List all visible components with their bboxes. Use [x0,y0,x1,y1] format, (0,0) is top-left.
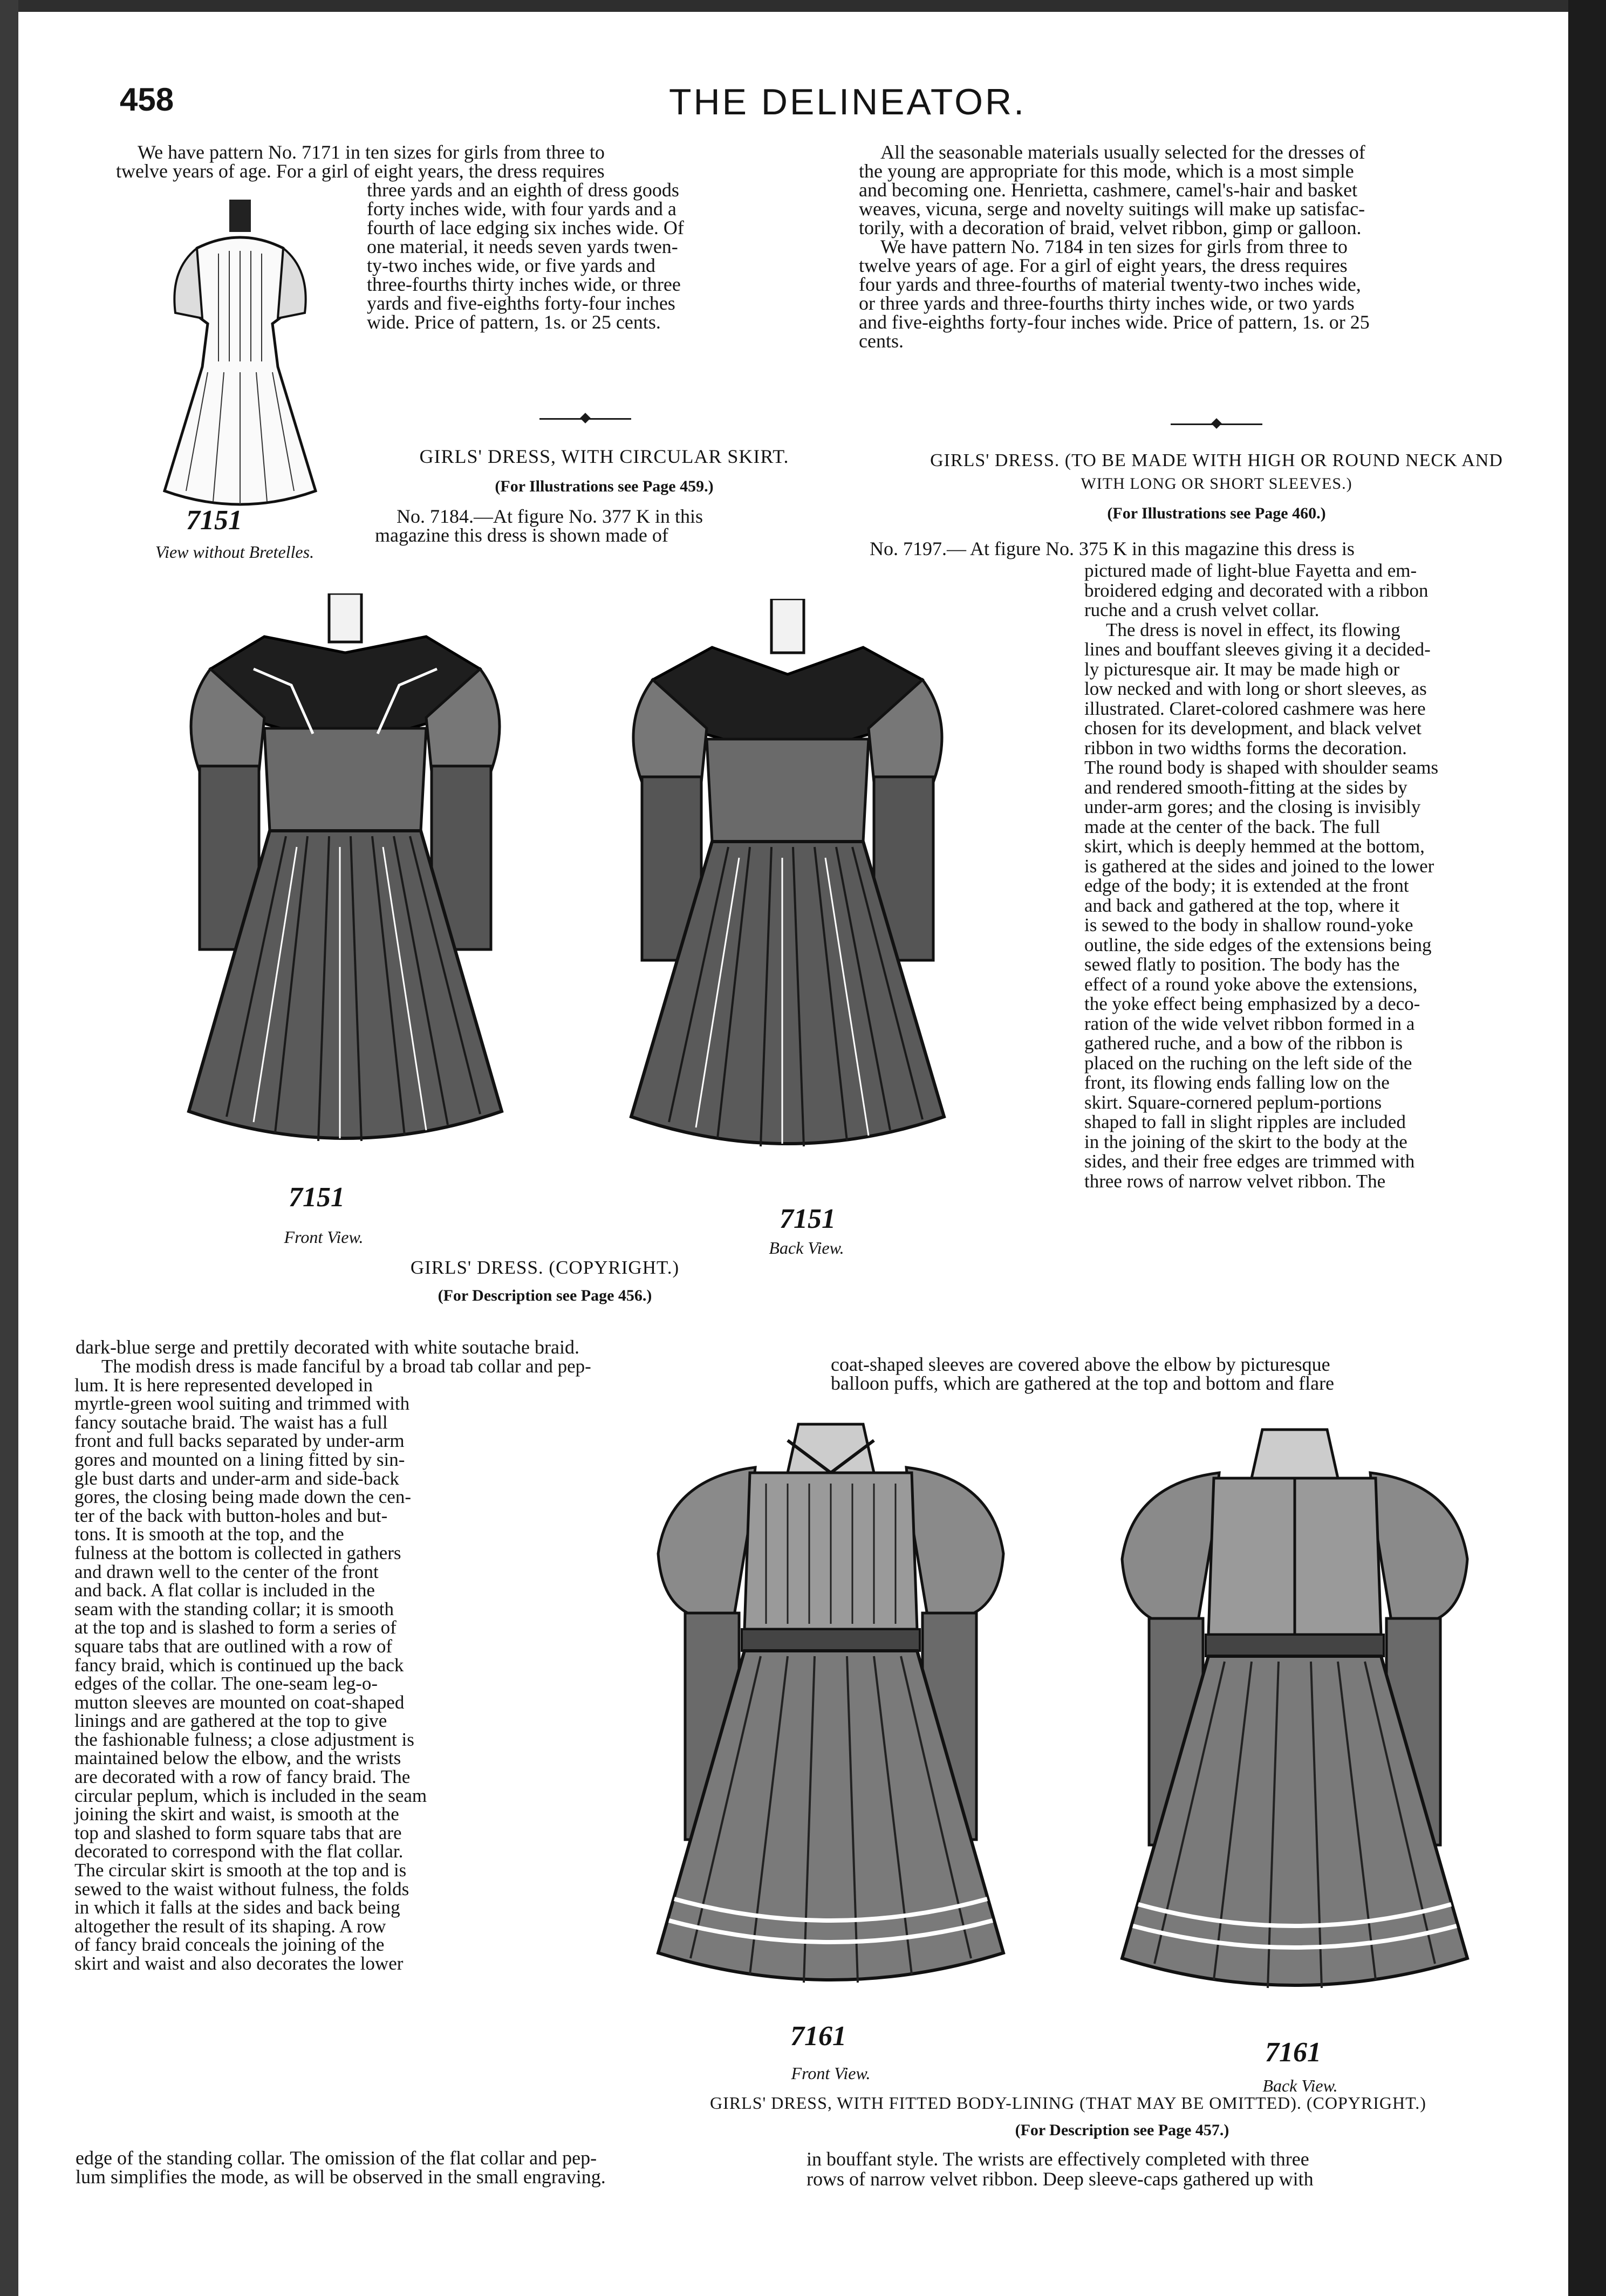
text-line: edge of the body; it is extended at the front [1084,875,1409,896]
section-rule [1171,423,1262,425]
section-intro: No. 7197.— At figure No. 375 K in this magazine this dress is [870,538,1355,559]
section-heading: GIRLS' DRESS. (TO BE MADE WITH HIGH OR ROUND NECK AND [930,450,1503,470]
text-line: ruche and a crush velvet collar. [1084,599,1320,620]
text-line: illustrated. Claret-colored cashmere was here [1084,698,1426,719]
text-line: seam with the standing collar; it is smooth [74,1598,394,1620]
text-line: weaves, vicuna, serge and novelty suitings will make up satisfac- [859,198,1365,220]
text-line: are decorated with a row of fancy braid. The [74,1766,411,1788]
text-line: in the joining of the skirt to the body at the [1084,1131,1407,1152]
text-line: ration of the wide velvet ribbon formed in a [1084,1013,1415,1034]
text-line: sewed flatly to position. The body has the [1084,954,1400,975]
figure-reference: (For Description see Page 456.) [438,1287,652,1304]
figure-number: 7151 [186,505,242,536]
text-line: gle bust darts and under-arm and side-back [74,1467,399,1489]
text-line: three-fourths thirty inches wide, or three [367,274,681,295]
text-line: No. 7184.—At figure No. 377 K in this [397,505,703,527]
text-line: effect of a round yoke above the extensions, [1084,973,1418,995]
text-line: skirt. Square-cornered peplum-portions [1084,1091,1382,1113]
text-line: the yoke effect being emphasized by a deco- [1084,993,1420,1014]
text-line: in which it falls at the sides and back being [74,1897,400,1918]
text-line: three yards and an eighth of dress goods [367,179,679,201]
text-line: fancy soutache braid. The waist has a full [74,1411,388,1433]
section-heading-cont: WITH LONG OR SHORT SLEEVES.) [1081,475,1352,493]
text-line: myrtle-green wool suiting and trimmed with [74,1393,410,1414]
text-line: low necked and with long or short sleeves, as [1084,678,1427,699]
figure-caption: View without Bretelles. [155,542,315,562]
text-line: and five-eighths forty-four inches wide. Price of pattern, 1s. or 25 [859,311,1370,333]
text-line: lines and bouffant sleeves giving it a decided- [1084,639,1431,660]
section-reference: (For Illustrations see Page 460.) [1107,504,1326,522]
text-line: rows of narrow velvet ribbon. Deep sleeve-caps gathered up with [807,2168,1314,2190]
scan-edge-top [0,0,1606,12]
text-line: fancy braid, which is continued up the back [74,1654,404,1676]
right-column-text [1084,561,1570,1191]
figure-caption: Front View. [791,2063,871,2083]
text-line: lum. It is here represented developed in [74,1374,373,1396]
text-line: fulness at the bottom is collected in gathers [74,1542,401,1563]
text-line: wide. Price of pattern, 1s. or 25 cents. [367,311,661,333]
section-intro [375,507,823,545]
top-right-paragraph [859,143,1571,351]
text-line: skirt, which is deeply hemmed at the bottom, [1084,836,1425,857]
text-line: coat-shaped sleeves are covered above the elbow by picturesque [831,1354,1330,1375]
text-line: twelve years of age. For a girl of eight years, the dress requires [116,160,605,182]
text-line: sides, and their free edges are trimmed with [1084,1151,1415,1172]
text-line: under-arm gores; and the closing is invisibly [1084,796,1421,817]
text-line: linings and are gathered at the top to give [74,1710,387,1732]
figure-title: GIRLS' DRESS, WITH FITTED BODY-LINING (THAT MAY BE OMITTED). (COPYRIGHT.) [710,2093,1426,2113]
text-line: and becoming one. Henrietta, cashmere, camel's-hair and basket [859,179,1358,201]
text-line: and rendered smooth-fitting at the sides by [1084,776,1407,798]
figure-title: GIRLS' DRESS. (COPYRIGHT.) [410,1257,680,1278]
text-line: skirt and waist and also decorates the lower [74,1953,404,1974]
text-line: mutton sleeves are mounted on coat-shaped [74,1691,405,1713]
text-line: The round body is shaped with shoulder seams [1084,757,1439,778]
text-line: twelve years of age. For a girl of eight years, the dress requires [859,255,1348,276]
text-line: the fashionable fulness; a close adjustment is [74,1728,414,1750]
figure-number: 7161 [1265,2037,1321,2068]
text-line: magazine this dress is shown made of [375,524,668,546]
text-line: placed on the ruching on the left side of the [1084,1052,1412,1074]
text-line: cents. [859,330,904,352]
text-line: We have pattern No. 7184 in ten sizes for girls from three to [880,236,1348,257]
text-line: broidered edging and decorated with a ribbon [1084,579,1429,601]
text-line: edges of the collar. The one-seam leg-o- [74,1673,378,1694]
text-line: front, its flowing ends falling low on the [1084,1072,1390,1093]
text-line: tons. It is smooth at the top, and the [74,1523,344,1545]
text-line: chosen for its development, and black velvet [1084,718,1422,739]
text-line: shaped to fall in slight ripples are included [1084,1111,1406,1132]
running-head: THE DELINEATOR. [669,81,1027,122]
figure-number: 7161 [790,2021,846,2052]
text-line: in bouffant style. The wrists are effectively completed with three [807,2148,1309,2170]
text-line: forty inches wide, with four yards and a [367,198,676,220]
small-dress-illustration [138,189,343,534]
figure-caption: Front View. [284,1227,364,1247]
text-line: lum simplifies the mode, as will be observed in the small engraving. [76,2166,606,2188]
text-line: and back. A flat collar is included in the [74,1580,375,1601]
dress-front-illustration [626,1413,1036,2023]
figure-reference: (For Description see Page 457.) [1015,2121,1229,2139]
scan-edge-left [0,0,18,2296]
text-line: dark-blue serge and prettily decorated with white soutache braid. [76,1336,579,1358]
text-line: sewed to the waist without fulness, the folds [74,1878,409,1899]
text-line: ly picturesque air. It may be made high or [1084,658,1400,680]
text-line: altogether the result of its shaping. A row [74,1915,386,1937]
text-line: All the seasonable materials usually selected for the dresses of [880,141,1365,163]
text-line: gores and mounted on a lining fitted by sin- [74,1448,405,1470]
text-line: made at the center of the back. The full [1084,816,1381,837]
text-line: one material, it needs seven yards twen- [367,236,678,257]
text-line: the young are appropriate for this mode, which is a most simple [859,160,1354,182]
text-line: or three yards and three-fourths thirty inches wide, or two yards [859,292,1355,314]
text-line: yards and five-eighths forty-four inches [367,292,675,314]
text-line: three rows of narrow velvet ribbon. The [1084,1170,1386,1192]
text-line: pictured made of light-blue Fayetta and em- [1084,560,1417,581]
text-line: circular peplum, which is included in the seam [74,1785,427,1806]
scan-edge-right [1568,0,1606,2296]
text-line: ribbon in two widths forms the decoration. [1084,737,1407,758]
figure-caption: Back View. [1262,2076,1338,2095]
text-line: at the top and is slashed to form a series of [74,1617,397,1638]
text-line: decorated to correspond with the flat collar. [74,1841,404,1862]
text-line: We have pattern No. 7171 in ten sizes for girls from three to [138,141,605,163]
text-line: is sewed to the body in shallow round-yoke [1084,914,1413,935]
text-line: square tabs that are outlined with a row of [74,1635,392,1657]
text-line: fourth of lace edging six inches wide. Of [367,217,684,238]
text-line: is gathered at the sides and joined to the lower [1084,855,1434,877]
text-line: The modish dress is made fanciful by a broad tab collar and pep- [101,1356,591,1377]
text-line: and back and gathered at the top, where it [1084,894,1400,916]
text-line: balloon puffs, which are gathered at the top and bottom and flare [831,1372,1335,1394]
text-line: outline, the side edges of the extensions being [1084,934,1432,955]
text-line: gathered ruche, and a bow of the ribbon is [1084,1033,1403,1054]
text-line: joining the skirt and waist, is smooth at the [74,1803,399,1825]
text-line: maintained below the elbow, and the wrists [74,1747,401,1769]
text-line: and drawn well to the center of the front [74,1561,379,1582]
dress-back-illustration [1095,1419,1494,2028]
figure-number: 7151 [780,1204,836,1234]
text-line: four yards and three-fourths of material twenty-two inches wide, [859,274,1361,295]
text-line: gores, the closing being made down the cen- [74,1486,411,1508]
text-line: ty-two inches wide, or five yards and [367,255,655,276]
page-number: 458 [120,81,174,118]
text-line: top and slashed to form square tabs that are [74,1822,402,1843]
text-line: front and full backs separated by under-arm [74,1430,405,1452]
section-heading: GIRLS' DRESS, WITH CIRCULAR SKIRT. [419,446,789,467]
figure-number: 7151 [289,1182,345,1213]
text-line: The circular skirt is smooth at the top and is [74,1860,407,1881]
text-line: torily, with a decoration of braid, velvet ribbon, gimp or galloon. [859,217,1362,238]
text-line: of fancy braid conceals the joining of the [74,1934,385,1956]
section-rule [539,418,631,420]
section-reference: (For Illustrations see Page 459.) [495,477,714,495]
text-line: ter of the back with button-holes and but- [74,1505,388,1526]
dress-back-illustration [620,599,955,1181]
text-line: edge of the standing collar. The omission of the flat collar and pep- [76,2147,597,2169]
text-line: The dress is novel in effect, its flowing [1106,619,1400,640]
dress-front-illustration [178,593,512,1176]
figure-caption: Back View. [769,1238,844,1258]
